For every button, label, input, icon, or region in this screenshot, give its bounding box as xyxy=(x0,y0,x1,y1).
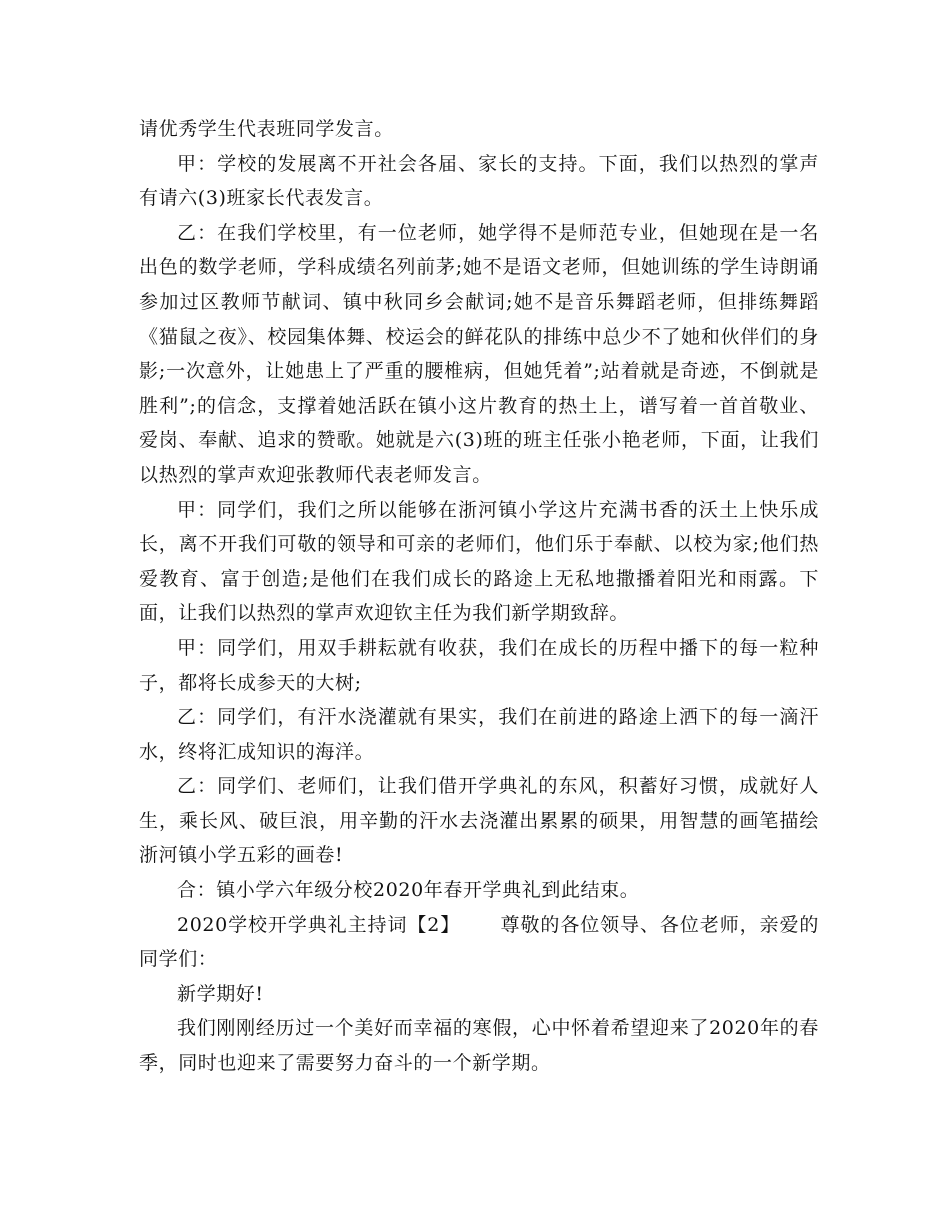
paragraph-7: 乙：同学们、老师们，让我们借开学典礼的东风，积蓄好习惯，成就好人生，乘长风、破巨浪，用辛勤的汗水去浇灌出累累的硕果，用智慧的画笔描绘浙河镇小学五彩的画卷! xyxy=(139,775,819,867)
paragraph-2: 甲：学校的发展离不开社会各届、家长的支持。下面，我们以热烈的掌声有请六(3)班家长代表发言。 xyxy=(139,152,819,210)
paragraph-closing: 我们刚刚经历过一个美好而幸福的寒假，心中怀着希望迎来了2020年的春季，同时也迎来了需要努力奋斗的一个新学期。 xyxy=(139,1017,819,1075)
greeting-text: 尊敬的各位领导、各位老师，亲爱的同学们： xyxy=(139,913,819,971)
paragraph-6: 乙：同学们，有汗水浇灌就有果实，我们在前进的路途上洒下的每一滴汗水，终将汇成知识的海洋。 xyxy=(139,706,819,763)
section-title: 2020学校开学典礼主持词【2】 xyxy=(177,913,461,936)
section-heading-line xyxy=(139,908,819,977)
paragraph-8: 合：镇小学六年级分校2020年春开学典礼到此结束。 xyxy=(177,879,640,902)
paragraph-5: 甲：同学们，用双手耕耘就有收获，我们在成长的历程中播下的每一粒种子，都将长成参天的大树; xyxy=(139,636,819,694)
paragraph-1: 请优秀学生代表班同学发言。 xyxy=(139,118,394,140)
paragraph-greeting: 新学期好! xyxy=(177,982,264,1005)
paragraph-4: 甲：同学们，我们之所以能够在浙河镇小学这片充满书香的沃土上快乐成长，离不开我们可敬的领导和可亲的老师们，他们乐于奉献、以校为家;他们热爱教育、富于创造;是他们在我们成长的路途上无私地撒播着阳光和雨露。下面，让我们以热烈的掌声欢迎钦主任为我们新学期致辞。 xyxy=(139,498,819,625)
paragraph-3: 乙：在我们学校里，有一位老师，她学得不是师范专业，但她现在是一名出色的数学老师，学科成绩名列前茅;她不是语文老师，但她训练的学生诗朗诵参加过区教师节献词、镇中秋同乡会献词;她不是音乐舞蹈老师，但排练舞蹈《猫鼠之夜》、校园集体舞、校运会的鲜花队的排练中总少不了她和伙伴们的身影;一次意外，让她患上了严重的腰椎病，但她凭着”;站着就是奇迹，不倒就是胜利”;的信念，支撑着她活跃在镇小这片教育的热土上，谱写着一首首敬业、爱岗、奉献、追求的赞歌。她就是六(3)班的班主任张小艳老师，下面，让我们以热烈的掌声欢迎张教师代表老师发言。 xyxy=(139,221,819,486)
document-body xyxy=(139,112,819,1081)
